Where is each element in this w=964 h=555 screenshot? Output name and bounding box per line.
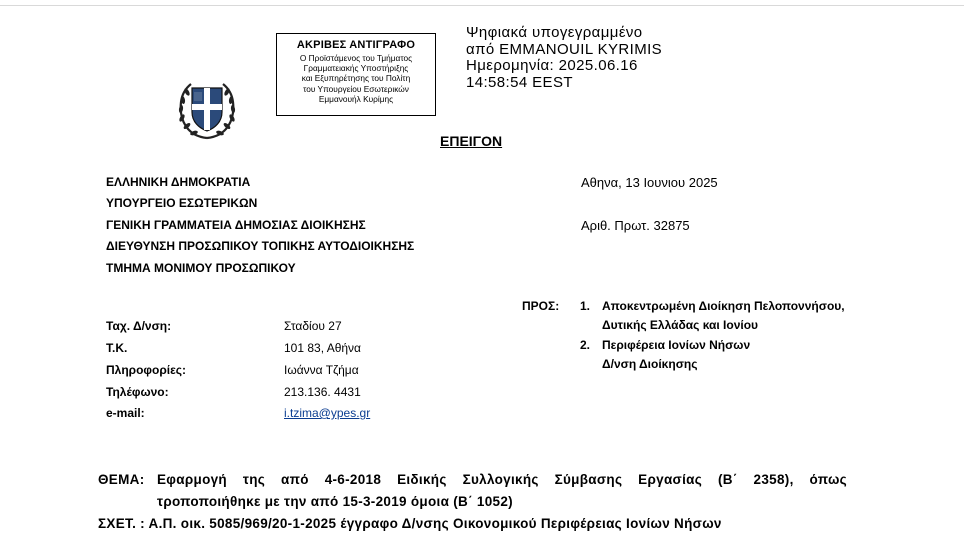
contact-label: Πληροφορίες:	[106, 363, 187, 377]
urgent-label: ΕΠΕΙΓΟΝ	[440, 133, 503, 149]
recipients-label: ΠΡΟΣ:	[522, 299, 560, 313]
recipient-number: 1.	[580, 299, 591, 313]
recipient-number: 2.	[580, 338, 591, 352]
contact-value: 213.136. 4431	[284, 385, 361, 399]
stamp-line: Εμμανουήλ Κυρίμης	[318, 93, 394, 104]
contact-value: 101 83, Αθήνα	[284, 341, 361, 355]
true-copy-stamp	[276, 33, 436, 116]
recipient-line: Δ/νση Διοίκησης	[602, 357, 698, 371]
digital-signature	[466, 25, 662, 91]
subject-text: Εφαρμογή της από 4-6-2018 Ειδικής Συλλογικής Σύμβασης Εργασίας (Β΄ 2358), όπως	[157, 472, 847, 487]
stamp-title: ΑΚΡΙΒΕΣ ΑΝΤΙΓΡΑΦΟ	[296, 39, 416, 51]
recipient-line: Αποκεντρωμένη Διοίκηση Πελοποννήσου,	[602, 299, 845, 313]
contact-label: e-mail:	[106, 406, 145, 420]
email-link[interactable]: i.tzima@ypes.gr	[284, 406, 371, 420]
stamp-line: του Υπουργείου Εσωτερικών	[303, 83, 409, 94]
agency-line: ΔΙΕΥΘΥΝΣΗ ΠΡΟΣΩΠΙΚΟΥ ΤΟΠΙΚΗΣ ΑΥΤΟΔΙΟΙΚΗΣΗΣ	[106, 239, 415, 253]
recipient-line: Περιφέρεια Ιονίων Νήσων	[602, 338, 751, 352]
document-date: Αθηνα, 13 Ιουνιου 2025	[581, 175, 718, 190]
agency-line: ΕΛΛΗΝΙΚΗ ΔΗΜΟΚΡΑΤΙΑ	[106, 175, 251, 189]
contact-value: Σταδίου 27	[284, 319, 342, 333]
agency-line: ΓΕΝΙΚΗ ΓΡΑΜΜΑΤΕΙΑ ΔΗΜΟΣΙΑΣ ΔΙΟΙΚΗΣΗΣ	[106, 218, 366, 232]
subject-text: τροποποιήθηκε με την από 15-3-2019 όμοια (Β΄ 1052)	[157, 494, 513, 509]
signature-line: Ψηφιακά υπογεγραμμένο	[466, 24, 643, 41]
greek-coat-of-arms-icon	[175, 76, 239, 142]
stamp-line: και Εξυπηρέτησης του Πολίτη	[301, 73, 411, 84]
stamp-line: Ο Προϊστάμενος του Τμήματος	[299, 53, 413, 63]
signature-line: 14:58:54 EEST	[466, 73, 573, 91]
recipient-line: Δυτικής Ελλάδας και Ιονίου	[602, 318, 759, 332]
subject-label: ΘΕΜΑ:	[98, 472, 145, 487]
reference-line: ΣΧΕΤ. : Α.Π. οικ. 5085/969/20-1-2025 έγγραφο Δ/νσης Οικονομικού Περιφέρειας Ιονίων Νήσων	[98, 516, 722, 531]
agency-line: ΤΜΗΜΑ ΜΟΝΙΜΟΥ ΠΡΟΣΩΠΙΚΟΥ	[106, 261, 296, 275]
stamp-line: Γραμματειακής Υποστήριξης	[303, 63, 409, 74]
page-top-border	[0, 5, 964, 6]
protocol-number: Αριθ. Πρωτ. 32875	[581, 218, 690, 233]
contact-label: Τ.Κ.	[106, 341, 128, 355]
contact-label: Ταχ. Δ/νση:	[106, 319, 172, 333]
agency-line: ΥΠΟΥΡΓΕΙΟ ΕΣΩΤΕΡΙΚΩΝ	[106, 196, 258, 210]
signature-line: Ημερομηνία: 2025.06.16	[466, 57, 638, 74]
contact-value: Ιωάννα Τζήμα	[284, 363, 359, 377]
contact-label: Τηλέφωνο:	[106, 385, 169, 399]
signature-line: από EMMANOUIL KYRIMIS	[466, 40, 663, 58]
